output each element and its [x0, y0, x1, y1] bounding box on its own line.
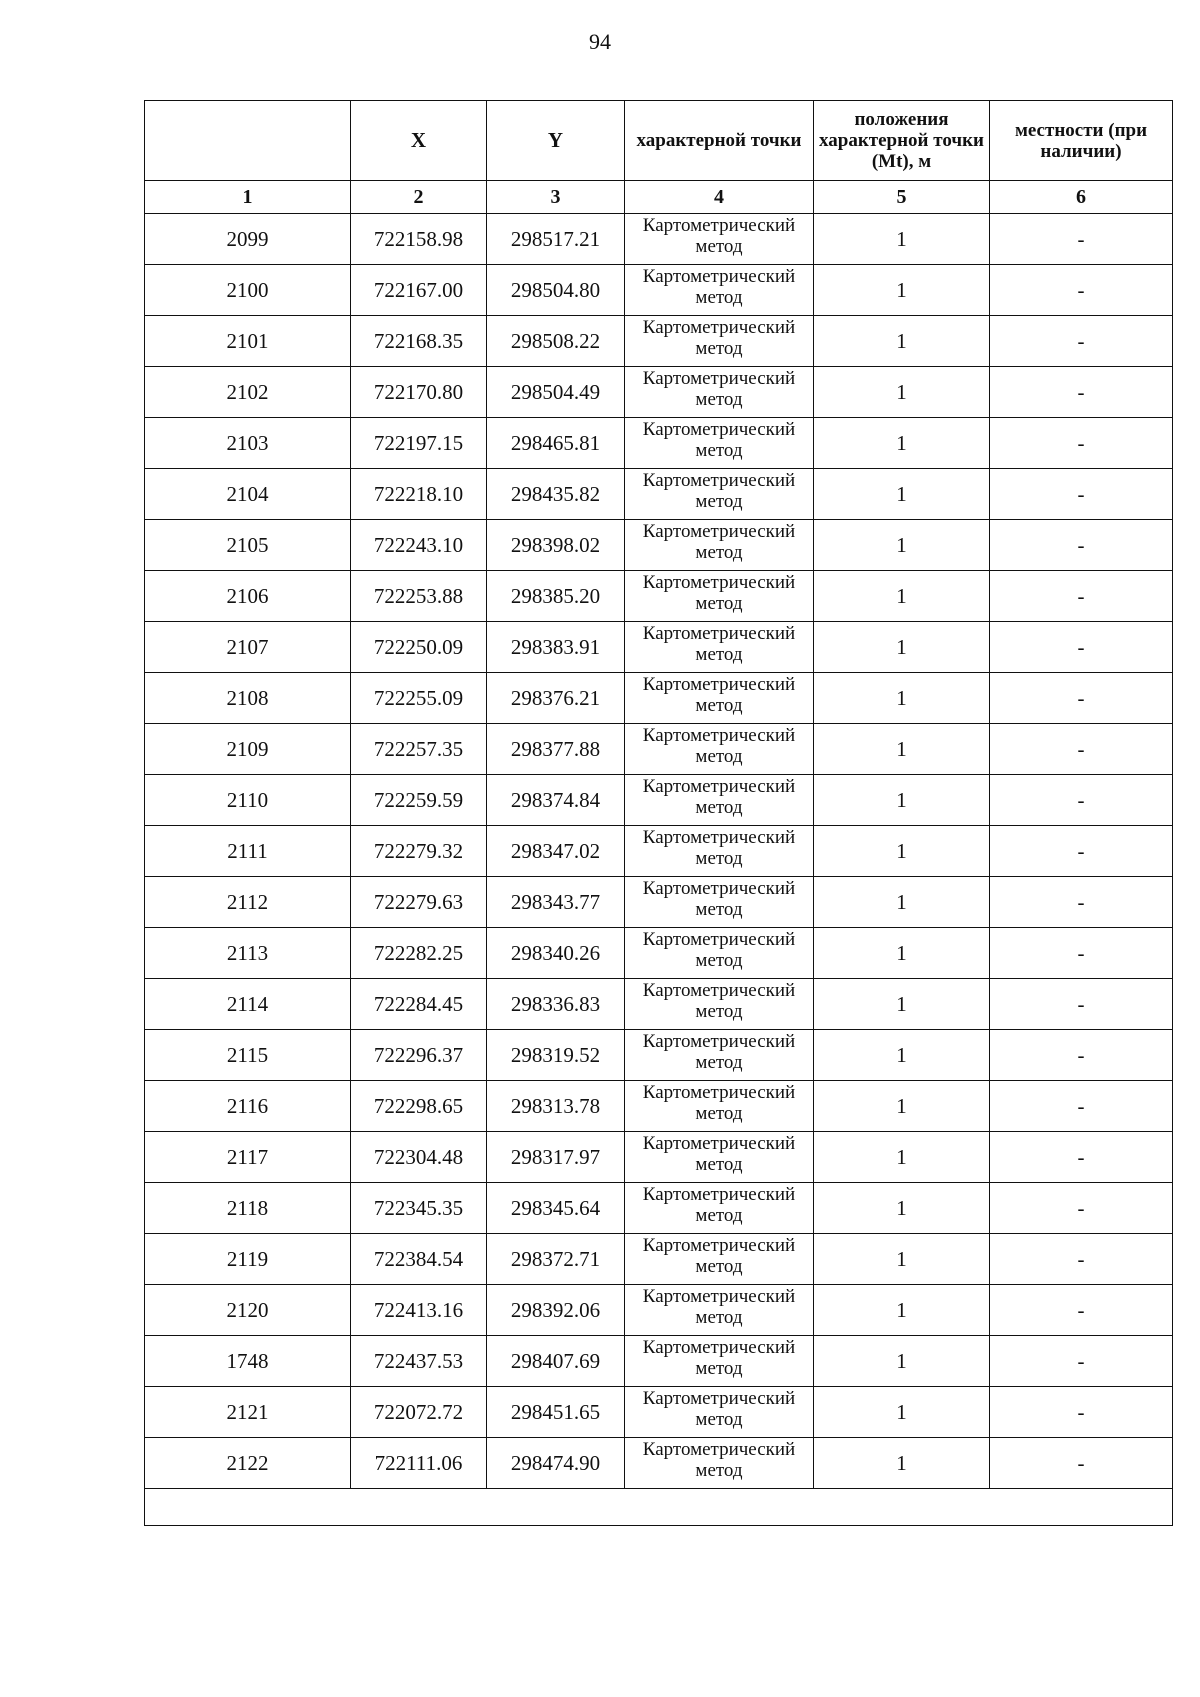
table-row — [145, 418, 1173, 469]
point-number-cell: 2105 — [145, 520, 351, 571]
method-cell — [625, 469, 814, 520]
method-text-line2: метод — [695, 950, 743, 971]
method-text-line1: Картометрический — [642, 1082, 796, 1103]
method-cell — [625, 1030, 814, 1081]
table-row — [145, 775, 1173, 826]
header-method: характерной точки — [625, 101, 814, 181]
method-text-line1: Картометрический — [642, 317, 796, 338]
description-cell: - — [990, 979, 1173, 1030]
x-coordinate-cell: 722168.35 — [351, 316, 487, 367]
accuracy-cell: 1 — [814, 469, 990, 520]
method-cell — [625, 265, 814, 316]
description-cell: - — [990, 1387, 1173, 1438]
method-cell — [625, 367, 814, 418]
x-coordinate-cell: 722250.09 — [351, 622, 487, 673]
method-cell — [625, 1285, 814, 1336]
accuracy-cell: 1 — [814, 1030, 990, 1081]
y-coordinate-cell: 298343.77 — [487, 877, 625, 928]
y-coordinate-cell: 298347.02 — [487, 826, 625, 877]
point-number-cell: 2111 — [145, 826, 351, 877]
method-text-line1: Картометрический — [642, 1439, 796, 1460]
method-text-line2: метод — [695, 746, 743, 767]
table-row — [145, 469, 1173, 520]
method-text-line1: Картометрический — [642, 470, 796, 491]
method-text-line2: метод — [695, 1154, 743, 1175]
y-coordinate-cell: 298451.65 — [487, 1387, 625, 1438]
method-cell — [625, 1336, 814, 1387]
method-text-line1: Картометрический — [642, 725, 796, 746]
method-cell — [625, 877, 814, 928]
description-cell: - — [990, 1081, 1173, 1132]
table-row — [145, 1234, 1173, 1285]
x-coordinate-cell: 722253.88 — [351, 571, 487, 622]
x-coordinate-cell: 722158.98 — [351, 214, 487, 265]
y-coordinate-cell: 298340.26 — [487, 928, 625, 979]
point-number-cell: 2113 — [145, 928, 351, 979]
point-number-cell: 1748 — [145, 1336, 351, 1387]
column-numbers-row — [145, 181, 1173, 214]
accuracy-cell: 1 — [814, 673, 990, 724]
description-cell: - — [990, 673, 1173, 724]
point-number-cell: 2102 — [145, 367, 351, 418]
accuracy-cell: 1 — [814, 1336, 990, 1387]
table-row — [145, 571, 1173, 622]
table-row — [145, 877, 1173, 928]
point-number-cell: 2107 — [145, 622, 351, 673]
table-row — [145, 1081, 1173, 1132]
accuracy-cell: 1 — [814, 265, 990, 316]
description-cell: - — [990, 367, 1173, 418]
y-coordinate-cell: 298374.84 — [487, 775, 625, 826]
description-cell: - — [990, 214, 1173, 265]
x-coordinate-cell: 722296.37 — [351, 1030, 487, 1081]
x-coordinate-cell: 722304.48 — [351, 1132, 487, 1183]
accuracy-cell: 1 — [814, 1183, 990, 1234]
description-cell: - — [990, 877, 1173, 928]
y-coordinate-cell: 298435.82 — [487, 469, 625, 520]
method-cell — [625, 1234, 814, 1285]
method-cell — [625, 673, 814, 724]
x-coordinate-cell: 722170.80 — [351, 367, 487, 418]
x-coordinate-cell: 722111.06 — [351, 1438, 487, 1489]
method-text-line2: метод — [695, 1001, 743, 1022]
method-cell — [625, 214, 814, 265]
accuracy-cell: 1 — [814, 775, 990, 826]
y-coordinate-cell: 298465.81 — [487, 418, 625, 469]
point-number-cell: 2104 — [145, 469, 351, 520]
description-cell: - — [990, 775, 1173, 826]
method-cell — [625, 571, 814, 622]
empty-cell — [145, 1489, 1173, 1526]
accuracy-cell: 1 — [814, 1132, 990, 1183]
x-coordinate-cell: 722257.35 — [351, 724, 487, 775]
column-number: 5 — [814, 181, 990, 214]
y-coordinate-cell: 298504.80 — [487, 265, 625, 316]
method-text-line2: метод — [695, 1205, 743, 1226]
method-text-line1: Картометрический — [642, 980, 796, 1001]
method-text-line2: метод — [695, 644, 743, 665]
method-cell — [625, 1183, 814, 1234]
accuracy-cell: 1 — [814, 877, 990, 928]
point-number-cell: 2110 — [145, 775, 351, 826]
accuracy-cell: 1 — [814, 520, 990, 571]
x-coordinate-cell: 722345.35 — [351, 1183, 487, 1234]
accuracy-cell: 1 — [814, 1387, 990, 1438]
description-cell: - — [990, 1336, 1173, 1387]
point-number-cell: 2120 — [145, 1285, 351, 1336]
method-text-line2: метод — [695, 848, 743, 869]
method-cell — [625, 928, 814, 979]
table-row — [145, 367, 1173, 418]
method-text-line1: Картометрический — [642, 1133, 796, 1154]
description-cell: - — [990, 622, 1173, 673]
method-text-line1: Картометрический — [642, 419, 796, 440]
description-cell: - — [990, 316, 1173, 367]
y-coordinate-cell: 298398.02 — [487, 520, 625, 571]
table-row — [145, 1183, 1173, 1234]
description-cell: - — [990, 1030, 1173, 1081]
description-cell: - — [990, 469, 1173, 520]
point-number-cell: 2118 — [145, 1183, 351, 1234]
point-number-cell: 2119 — [145, 1234, 351, 1285]
x-coordinate-cell: 722259.59 — [351, 775, 487, 826]
accuracy-cell: 1 — [814, 826, 990, 877]
method-text-line1: Картометрический — [642, 572, 796, 593]
x-coordinate-cell: 722279.32 — [351, 826, 487, 877]
x-coordinate-cell: 722413.16 — [351, 1285, 487, 1336]
accuracy-cell: 1 — [814, 979, 990, 1030]
method-text-line1: Картометрический — [642, 266, 796, 287]
x-coordinate-cell: 722072.72 — [351, 1387, 487, 1438]
accuracy-cell: 1 — [814, 724, 990, 775]
description-cell: - — [990, 826, 1173, 877]
table-row — [145, 1336, 1173, 1387]
table-body — [145, 214, 1173, 1489]
accuracy-cell: 1 — [814, 1285, 990, 1336]
description-cell: - — [990, 1234, 1173, 1285]
y-coordinate-cell: 298377.88 — [487, 724, 625, 775]
x-coordinate-cell: 722167.00 — [351, 265, 487, 316]
accuracy-cell: 1 — [814, 1234, 990, 1285]
method-text-line2: метод — [695, 236, 743, 257]
method-cell — [625, 724, 814, 775]
method-text-line1: Картометрический — [642, 827, 796, 848]
method-text-line2: метод — [695, 1103, 743, 1124]
method-cell — [625, 316, 814, 367]
table-row — [145, 673, 1173, 724]
point-number-cell: 2108 — [145, 673, 351, 724]
point-number-cell: 2109 — [145, 724, 351, 775]
method-text-line2: метод — [695, 593, 743, 614]
point-number-cell: 2106 — [145, 571, 351, 622]
method-cell — [625, 826, 814, 877]
table-row — [145, 1132, 1173, 1183]
table-row — [145, 1387, 1173, 1438]
method-cell — [625, 622, 814, 673]
method-text-line1: Картометрический — [642, 1031, 796, 1052]
method-text-line1: Картометрический — [642, 1235, 796, 1256]
table-header-row — [145, 101, 1173, 181]
x-coordinate-cell: 722298.65 — [351, 1081, 487, 1132]
method-text-line1: Картометрический — [642, 521, 796, 542]
method-text-line2: метод — [695, 491, 743, 512]
table-row — [145, 1285, 1173, 1336]
method-text-line2: метод — [695, 1307, 743, 1328]
table-row — [145, 214, 1173, 265]
x-coordinate-cell: 722384.54 — [351, 1234, 487, 1285]
header-y: Y — [487, 101, 625, 181]
point-number-cell: 2121 — [145, 1387, 351, 1438]
method-text-line2: метод — [695, 899, 743, 920]
method-text-line2: метод — [695, 389, 743, 410]
table-row — [145, 316, 1173, 367]
table-row — [145, 724, 1173, 775]
method-text-line1: Картометрический — [642, 1286, 796, 1307]
x-coordinate-cell: 722282.25 — [351, 928, 487, 979]
y-coordinate-cell: 298392.06 — [487, 1285, 625, 1336]
method-text-line1: Картометрический — [642, 623, 796, 644]
y-coordinate-cell: 298504.49 — [487, 367, 625, 418]
method-text-line2: метод — [695, 1052, 743, 1073]
method-cell — [625, 1438, 814, 1489]
method-cell — [625, 1387, 814, 1438]
method-text-line1: Картометрический — [642, 1337, 796, 1358]
table-row — [145, 826, 1173, 877]
method-text-line2: метод — [695, 695, 743, 716]
description-cell: - — [990, 1183, 1173, 1234]
header-description: местности (при наличии) — [990, 101, 1173, 181]
accuracy-cell: 1 — [814, 571, 990, 622]
y-coordinate-cell: 298383.91 — [487, 622, 625, 673]
point-number-cell: 2103 — [145, 418, 351, 469]
column-number: 6 — [990, 181, 1173, 214]
point-number-cell: 2115 — [145, 1030, 351, 1081]
y-coordinate-cell: 298385.20 — [487, 571, 625, 622]
accuracy-cell: 1 — [814, 622, 990, 673]
method-text-line2: метод — [695, 1358, 743, 1379]
method-cell — [625, 418, 814, 469]
method-text-line2: метод — [695, 287, 743, 308]
point-number-cell: 2112 — [145, 877, 351, 928]
column-number: 4 — [625, 181, 814, 214]
method-cell — [625, 979, 814, 1030]
accuracy-cell: 1 — [814, 1438, 990, 1489]
description-cell: - — [990, 265, 1173, 316]
y-coordinate-cell: 298508.22 — [487, 316, 625, 367]
method-text-line1: Картометрический — [642, 1388, 796, 1409]
point-number-cell: 2101 — [145, 316, 351, 367]
description-cell: - — [990, 1285, 1173, 1336]
method-text-line2: метод — [695, 338, 743, 359]
method-text-line2: метод — [695, 1460, 743, 1481]
method-cell — [625, 775, 814, 826]
method-text-line2: метод — [695, 1256, 743, 1277]
accuracy-cell: 1 — [814, 214, 990, 265]
method-text-line1: Картометрический — [642, 215, 796, 236]
point-number-cell: 2114 — [145, 979, 351, 1030]
y-coordinate-cell: 298336.83 — [487, 979, 625, 1030]
column-number: 3 — [487, 181, 625, 214]
table-row — [145, 928, 1173, 979]
method-cell — [625, 1081, 814, 1132]
method-text-line1: Картометрический — [642, 1184, 796, 1205]
description-cell: - — [990, 571, 1173, 622]
page-number: 94 — [589, 29, 611, 54]
description-cell: - — [990, 1132, 1173, 1183]
description-cell: - — [990, 1438, 1173, 1489]
method-text-line1: Картометрический — [642, 368, 796, 389]
table-row — [145, 1030, 1173, 1081]
method-text-line2: метод — [695, 542, 743, 563]
method-text-line1: Картометрический — [642, 929, 796, 950]
header-point-number — [145, 101, 351, 181]
x-coordinate-cell: 722279.63 — [351, 877, 487, 928]
coordinates-table — [144, 100, 1173, 1526]
table-row — [145, 265, 1173, 316]
y-coordinate-cell: 298317.97 — [487, 1132, 625, 1183]
table-row — [145, 979, 1173, 1030]
description-cell: - — [990, 724, 1173, 775]
method-text-line1: Картометрический — [642, 674, 796, 695]
method-text-line2: метод — [695, 797, 743, 818]
header-accuracy: положения характерной точки (Mt), м — [814, 101, 990, 181]
method-text-line2: метод — [695, 1409, 743, 1430]
point-number-cell: 2100 — [145, 265, 351, 316]
y-coordinate-cell: 298372.71 — [487, 1234, 625, 1285]
description-cell: - — [990, 520, 1173, 571]
empty-footer-row — [145, 1489, 1173, 1526]
point-number-cell: 2099 — [145, 214, 351, 265]
x-coordinate-cell: 722284.45 — [351, 979, 487, 1030]
x-coordinate-cell: 722243.10 — [351, 520, 487, 571]
table-row — [145, 520, 1173, 571]
method-text-line1: Картометрический — [642, 776, 796, 797]
accuracy-cell: 1 — [814, 316, 990, 367]
y-coordinate-cell: 298319.52 — [487, 1030, 625, 1081]
y-coordinate-cell: 298407.69 — [487, 1336, 625, 1387]
point-number-cell: 2116 — [145, 1081, 351, 1132]
table-row — [145, 622, 1173, 673]
column-number: 1 — [145, 181, 351, 214]
method-cell — [625, 520, 814, 571]
table-row — [145, 1438, 1173, 1489]
description-cell: - — [990, 928, 1173, 979]
x-coordinate-cell: 722197.15 — [351, 418, 487, 469]
y-coordinate-cell: 298313.78 — [487, 1081, 625, 1132]
accuracy-cell: 1 — [814, 1081, 990, 1132]
x-coordinate-cell: 722218.10 — [351, 469, 487, 520]
accuracy-cell: 1 — [814, 928, 990, 979]
header-x: X — [351, 101, 487, 181]
method-cell — [625, 1132, 814, 1183]
y-coordinate-cell: 298345.64 — [487, 1183, 625, 1234]
y-coordinate-cell: 298376.21 — [487, 673, 625, 724]
x-coordinate-cell: 722255.09 — [351, 673, 487, 724]
point-number-cell: 2117 — [145, 1132, 351, 1183]
x-coordinate-cell: 722437.53 — [351, 1336, 487, 1387]
description-cell: - — [990, 418, 1173, 469]
method-text-line1: Картометрический — [642, 878, 796, 899]
method-text-line2: метод — [695, 440, 743, 461]
column-number: 2 — [351, 181, 487, 214]
y-coordinate-cell: 298474.90 — [487, 1438, 625, 1489]
accuracy-cell: 1 — [814, 367, 990, 418]
accuracy-cell: 1 — [814, 418, 990, 469]
y-coordinate-cell: 298517.21 — [487, 214, 625, 265]
point-number-cell: 2122 — [145, 1438, 351, 1489]
